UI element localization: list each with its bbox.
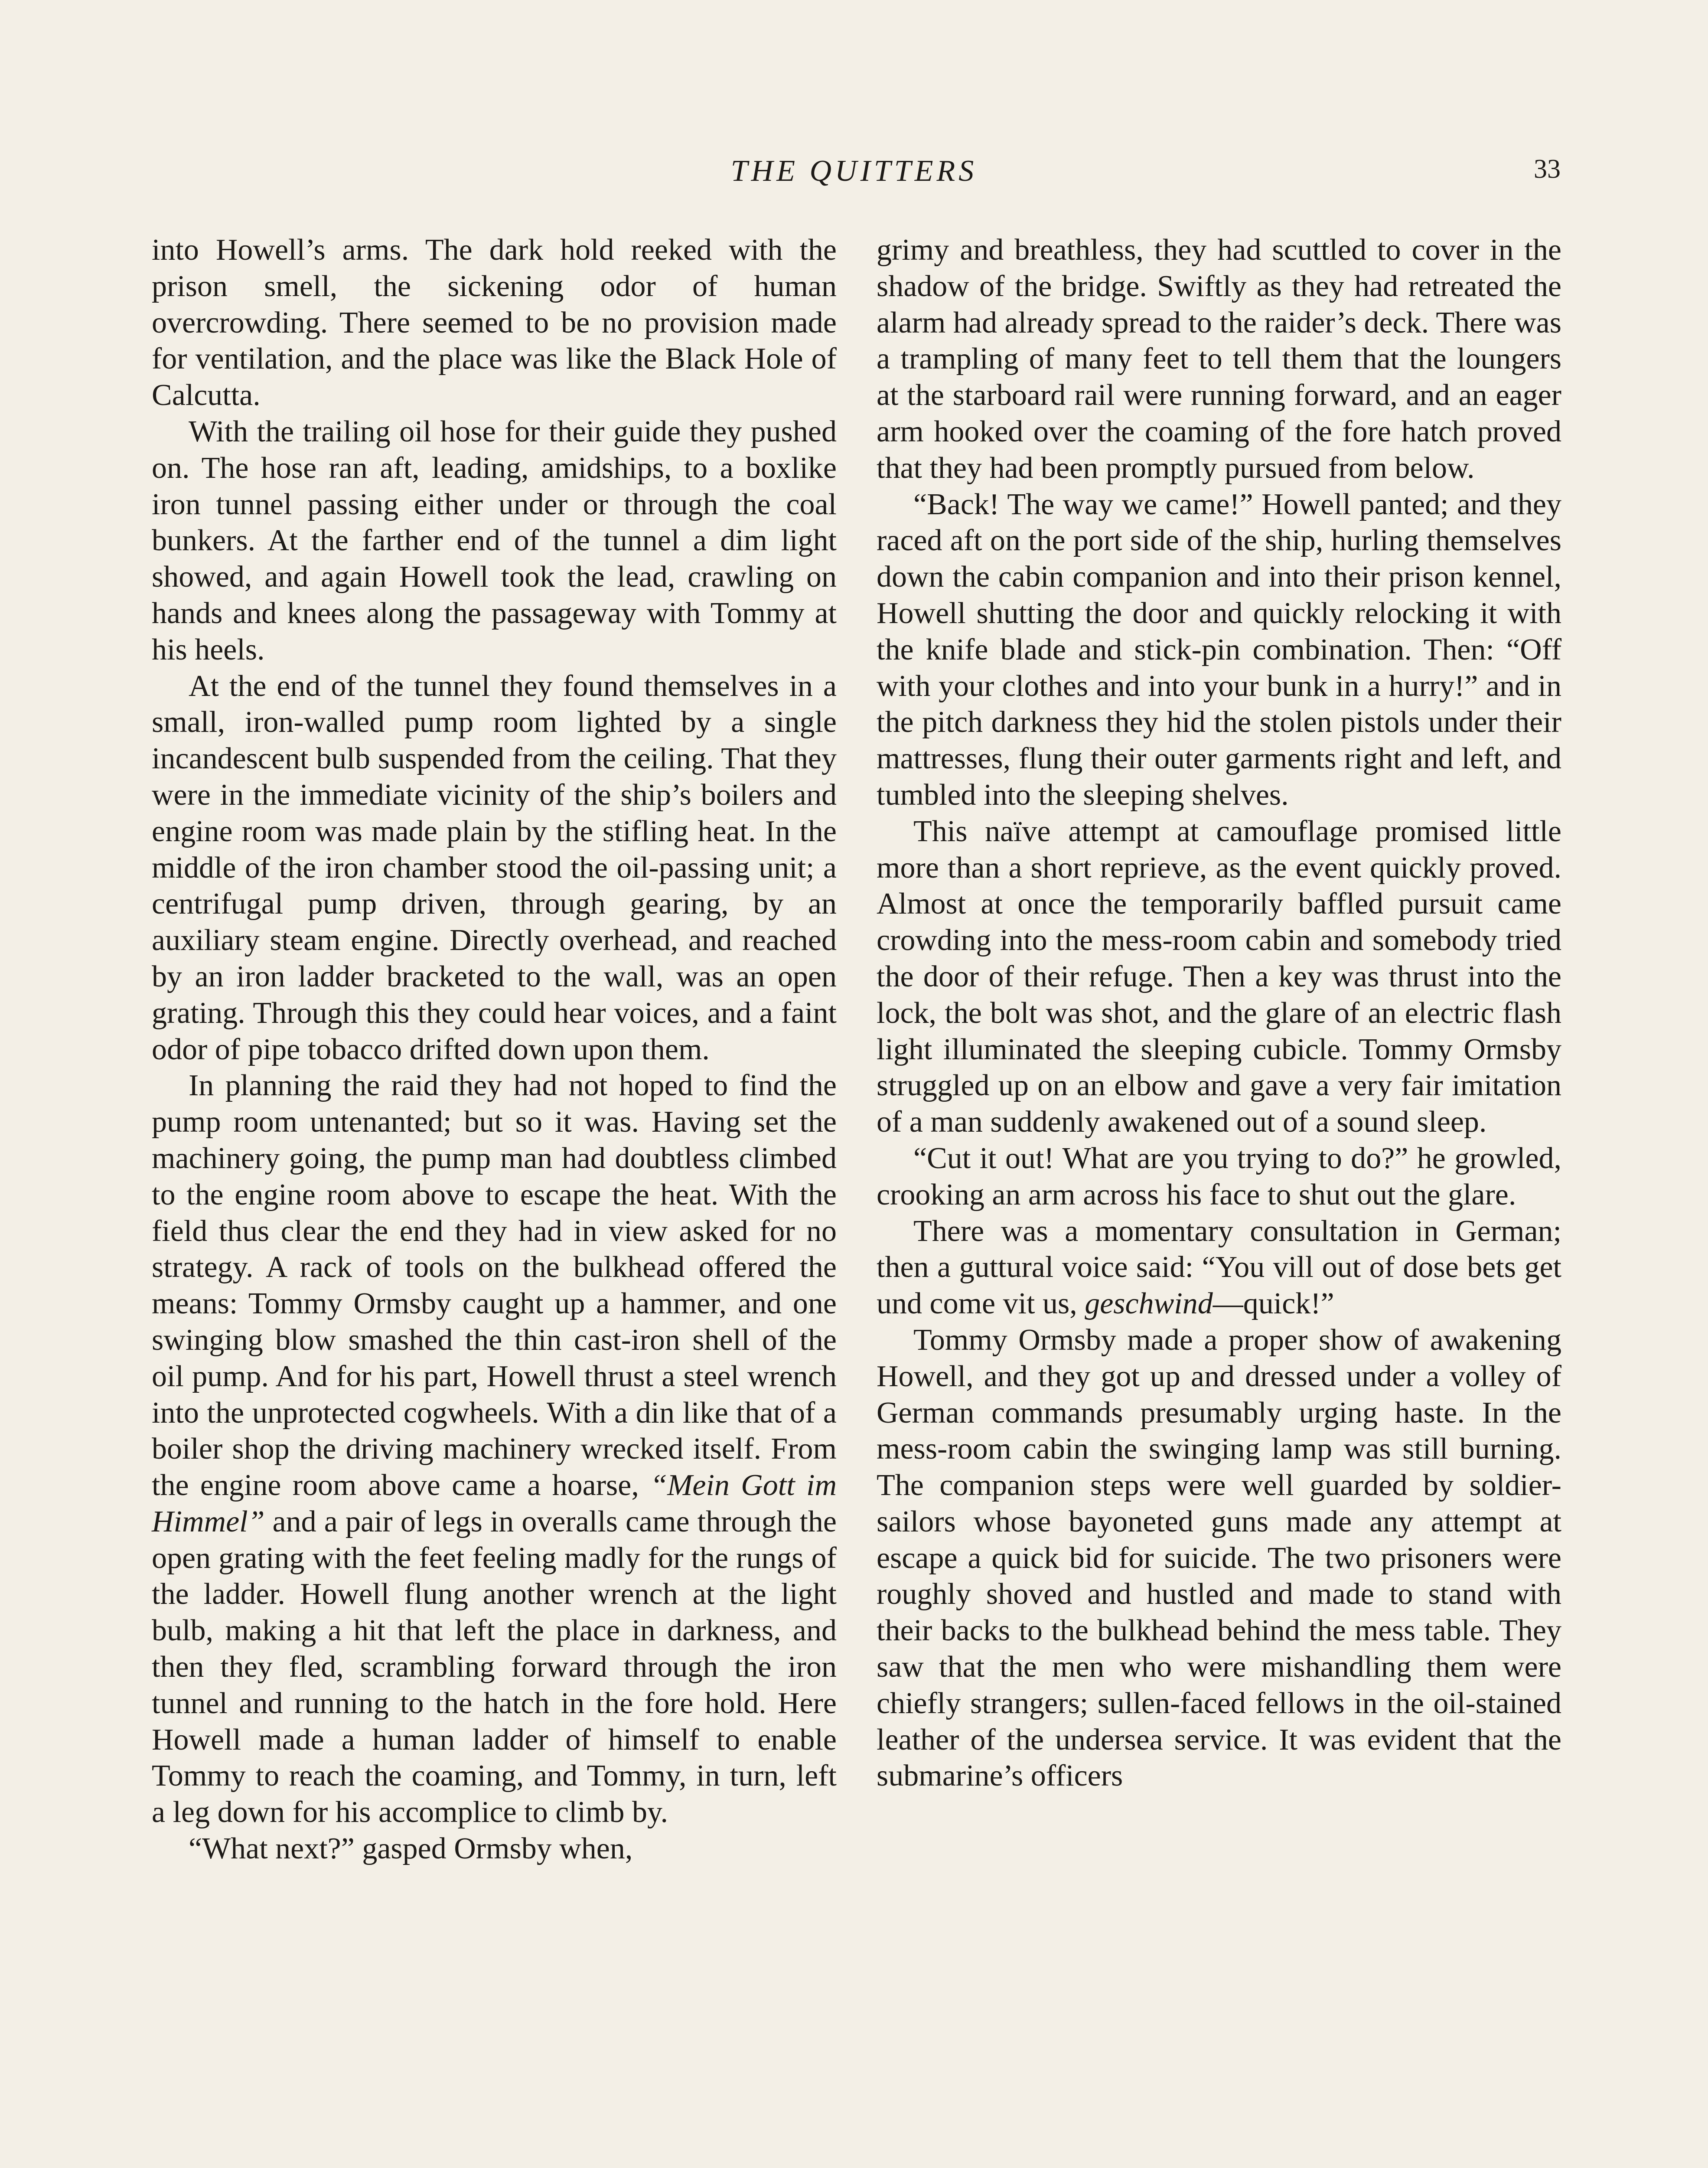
italic-phrase: “Mein Gott im Himmel” [152, 1469, 837, 1538]
paragraph [152, 1068, 837, 1831]
paragraph: Tommy Ormsby made a proper show of awakening Howell, and they got up and dressed under a volley of German commands presumably urging haste. In the mess-room cabin the swinging lamp was still burning. The companion steps were well guarded by soldier-sailors whose bayoneted guns made any attempt at escape a quick bid for suicide. The two prisoners were roughly shoved and hustled and made to stand with their backs to the bulkhead behind the mess table. They saw that the men who were mishandling them were chiefly strangers; sullen-faced fellows in the oil-stained leather of the undersea service. It was evident that the submarine’s officers [877, 1323, 1561, 1793]
paragraph: This naïve attempt at camouflage promised little more than a short reprieve, as the event quickly proved. Almost at once the temporarily baffled pursuit came crowding into the mess-room cabin and somebody tried the door of their refuge. Then a key was thrust into the lock, the bolt was shot, and the glare of an electric flash light illuminated the sleeping cubicle. Tommy Ormsby struggled up on an elbow and gave a very fair imitation of a man suddenly awakened out of a sound sleep. [877, 814, 1561, 1139]
left-column [152, 232, 837, 1867]
running-head [147, 154, 1561, 206]
running-title: THE QUITTERS [730, 154, 978, 188]
right-column [877, 232, 1561, 1794]
paragraph: “What next?” gasped Ormsby when, [189, 1832, 633, 1866]
italic-phrase: geschwind [1085, 1287, 1213, 1321]
paragraph: At the end of the tunnel they found themselves in a small, iron-walled pump room lighted by a single incandescent bulb suspended from the ceiling. That they were in the immediate vicinity of the ship’s boilers and engine room was made plain by the stifling heat. In the middle of the iron chamber stood the oil-passing unit; a centrifugal pump driven, through gearing, by an auxiliary steam engine. Directly overhead, and reached by an iron ladder bracketed to the wall, was an open grating. Through this they could hear voices, and a faint odor of pipe tobacco drifted down upon them. [152, 669, 837, 1066]
paragraph-text: —quick!” [1213, 1287, 1334, 1321]
paragraph: “Back! The way we came!” Howell panted; and they raced aft on the port side of the ship, hurling themselves down the cabin companion and into their prison kennel, Howell shutting the door and quickly relocking it with the knife blade and stick-pin combination. Then: “Off with your clothes and into your bunk in a hurry!” and in the pitch darkness they hid the stolen pistols under their mattresses, flung their outer garments right and left, and tumbled into the sleeping shelves. [877, 487, 1561, 812]
paragraph-text: There was a momentary consultation in German; then a guttural voice said: “You vill out of dose bets get und come vit us, [877, 1214, 1561, 1321]
paragraph: into Howell’s arms. The dark hold reeked with the prison smell, the sickening odor of human overcrowding. There seemed to be no provision made for ventilation, and the place was like the Black Hole of Calcutta. [152, 233, 837, 412]
paragraph-text: In planning the raid they had not hoped to find the pump room untenanted; but so it was. Having set the machinery going, the pump man had doubtless climbed to the engine room above to escape the heat. With the field thus clear the end they had in view asked for no strategy. A rack of tools on the bulkhead offered the means: Tommy Ormsby caught up a hammer, and one swinging blow smashed the thin cast-iron shell of the oil pump. And for his part, Howell thrust a steel wrench into the unprotected cogwheels. With a din like that of a boiler shop the driving machinery wrecked itself. From the engine room above came a hoarse, [152, 1069, 837, 1502]
paragraph [877, 1213, 1561, 1322]
paragraph: With the trailing oil hose for their guide they pushed on. The hose ran aft, leading, amidships, to a boxlike iron tunnel passing either under or through the coal bunkers. At the farther end of the tunnel a dim light showed, and again Howell took the lead, crawling on hands and knees along the passageway with Tommy at his heels. [152, 415, 837, 666]
page-number: 33 [1534, 154, 1561, 184]
paragraph-text: and a pair of legs in overalls came through the open grating with the feet feeling madly for the rungs of the ladder. Howell flung another wrench at the light bulb, making a hit that left the place in darkness, and then they fled, scrambling forward through the iron tunnel and running to the hatch in the fore hold. Here Howell made a human ladder of himself to enable Tommy to reach the coaming, and Tommy, in turn, left a leg down for his accomplice to climb by. [152, 1505, 837, 1829]
paragraph: “Cut it out! What are you trying to do?” he growled, crooking an arm across his face to shut out the glare. [877, 1141, 1561, 1211]
paragraph: grimy and breathless, they had scuttled to cover in the shadow of the bridge. Swiftly as they had retreated the alarm had already spread to the raider’s deck. There was a trampling of many feet to tell them that the loungers at the starboard rail were running forward, and an eager arm hooked over the coaming of the fore hatch proved that they had been promptly pursued from below. [877, 233, 1561, 485]
